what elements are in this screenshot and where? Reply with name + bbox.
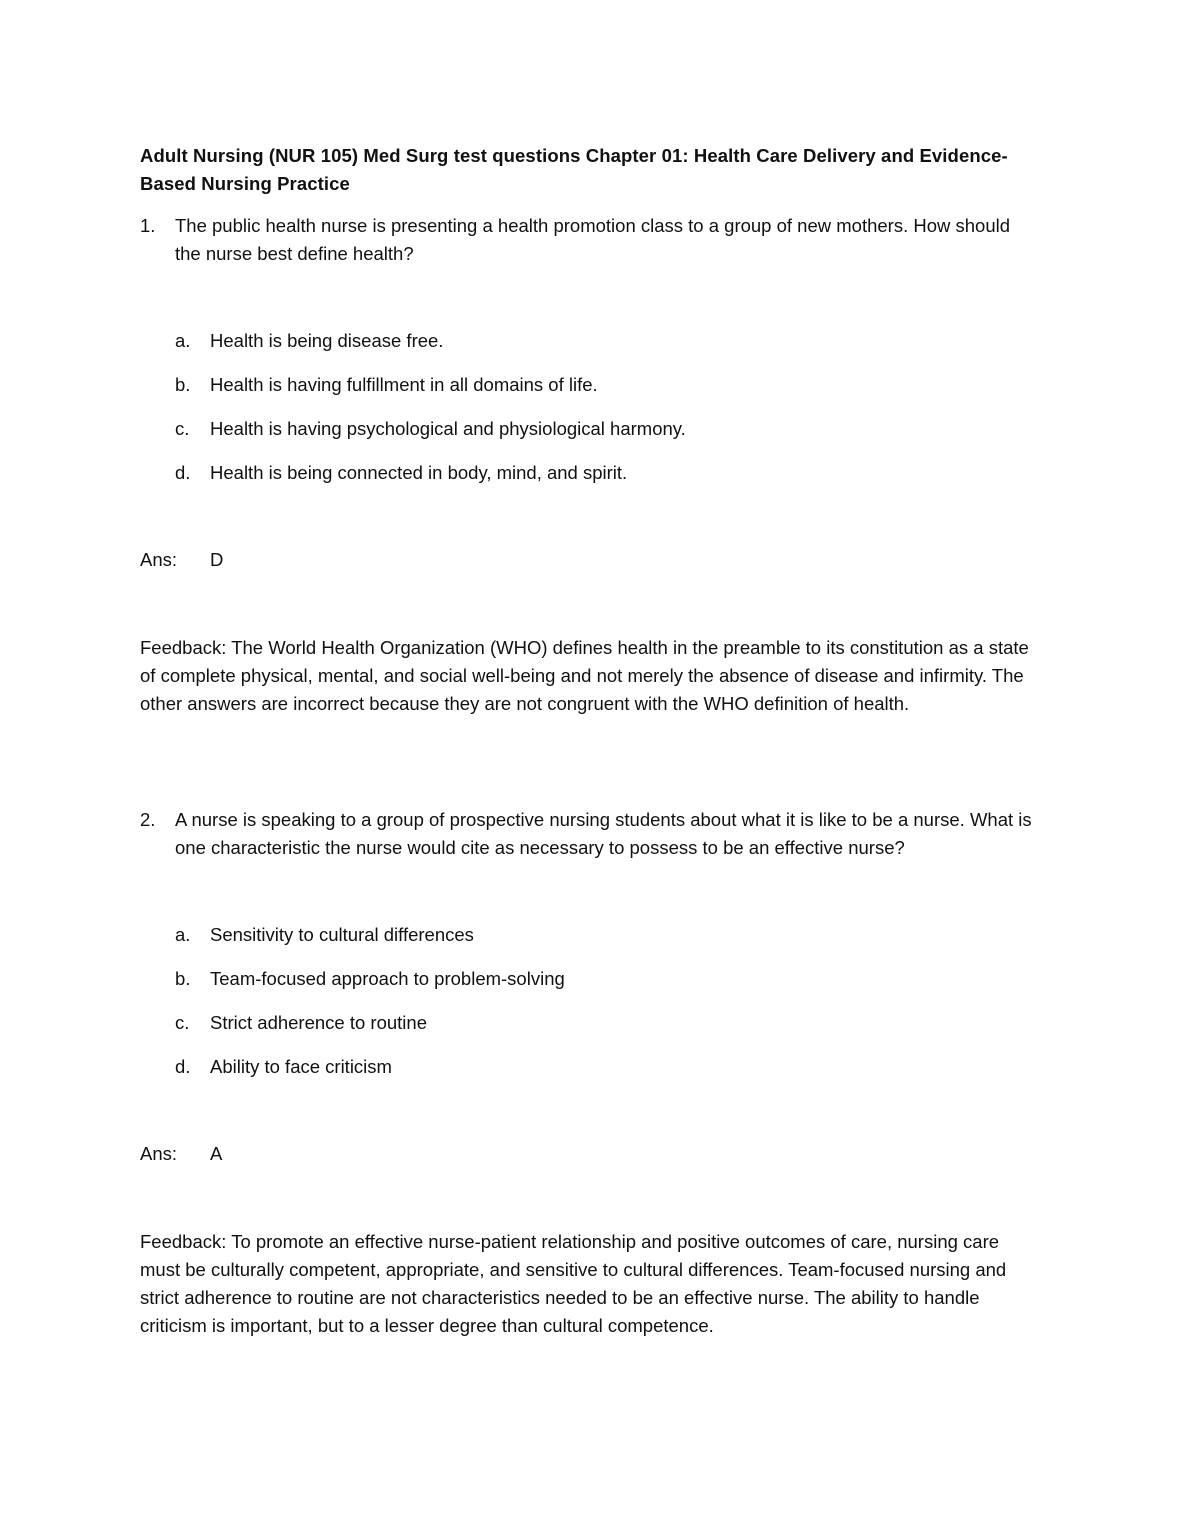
question-2 bbox=[140, 806, 1040, 862]
option-letter: a. bbox=[175, 330, 191, 351]
question-1-option-b bbox=[175, 371, 598, 399]
option-text: Ability to face criticism bbox=[210, 1056, 392, 1077]
option-letter: c. bbox=[175, 418, 190, 439]
option-text: Strict adherence to routine bbox=[210, 1012, 427, 1033]
option-text: Health is being disease free. bbox=[210, 330, 444, 351]
option-text: Health is being connected in body, mind, and spirit. bbox=[210, 462, 628, 483]
question-1-option-a bbox=[175, 327, 443, 355]
question-2-option-d bbox=[175, 1053, 392, 1081]
question-1 bbox=[140, 212, 1040, 268]
option-text: Health is having psychological and physiological harmony. bbox=[210, 418, 686, 439]
option-letter: b. bbox=[175, 374, 191, 395]
option-letter: b. bbox=[175, 968, 191, 989]
option-letter: d. bbox=[175, 462, 191, 483]
answer-value: D bbox=[210, 549, 224, 570]
question-2-answer bbox=[140, 1140, 223, 1168]
question-2-option-c bbox=[175, 1009, 427, 1037]
option-text: Sensitivity to cultural differences bbox=[210, 924, 474, 945]
answer-label: Ans: bbox=[140, 549, 178, 570]
question-2-feedback: Feedback: To promote an effective nurse-patient relationship and positive outcomes of care, nursing care must be culturally competent, appropriate, and sensitive to cultural differences. Team-focused nursing and strict adherence to routine are not characteristics needed to be an effective nurse. The ability to handle criticism is important, but to a lesser degree than cultural competence. bbox=[140, 1231, 1007, 1336]
answer-label: Ans: bbox=[140, 1143, 178, 1164]
question-1-option-d bbox=[175, 459, 627, 487]
question-number: 2. bbox=[140, 809, 156, 830]
option-text: Health is having fulfillment in all domains of life. bbox=[210, 374, 598, 395]
option-text: Team-focused approach to problem-solving bbox=[210, 968, 565, 989]
question-1-feedback: Feedback: The World Health Organization (WHO) defines health in the preamble to its constitution as a state of complete physical, mental, and social well-being and not merely the absence of disease and infirmity. The other answers are incorrect because they are not congruent with the WHO definition of health. bbox=[140, 637, 1029, 714]
option-letter: d. bbox=[175, 1056, 191, 1077]
question-1-answer bbox=[140, 546, 224, 574]
question-stem: A nurse is speaking to a group of prospective nursing students about what it is like to be a nurse. What is one characteristic the nurse would cite as necessary to possess to be an effective nurse? bbox=[175, 809, 1032, 858]
question-stem: The public health nurse is presenting a health promotion class to a group of new mothers. How should the nurse best define health? bbox=[175, 215, 1011, 264]
document-title: Adult Nursing (NUR 105) Med Surg test questions Chapter 01: Health Care Delivery and Evidence-Based Nursing Practice bbox=[140, 145, 1008, 194]
question-2-option-a bbox=[175, 921, 474, 949]
question-2-option-b bbox=[175, 965, 565, 993]
option-letter: a. bbox=[175, 924, 191, 945]
question-number: 1. bbox=[140, 215, 156, 236]
option-letter: c. bbox=[175, 1012, 190, 1033]
answer-value: A bbox=[210, 1143, 223, 1164]
question-1-option-c bbox=[175, 415, 686, 443]
